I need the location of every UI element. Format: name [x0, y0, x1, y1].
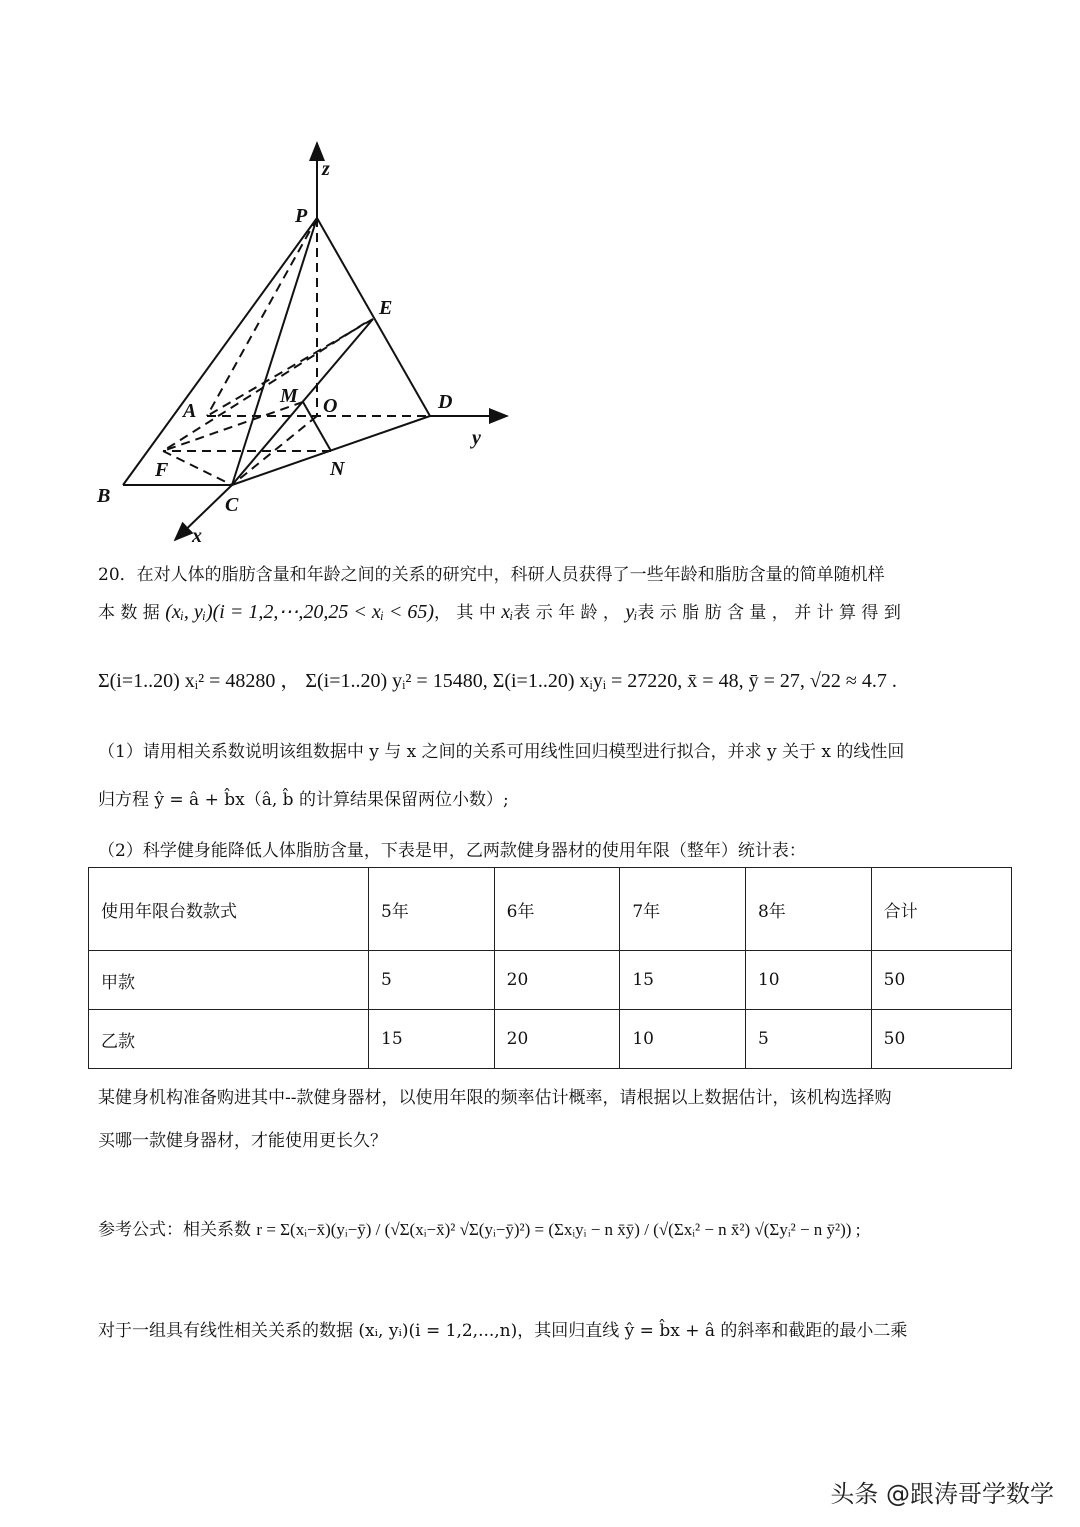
label-F: F	[155, 459, 169, 481]
cell: 10	[620, 1010, 746, 1069]
problem-line-1: 20．在对人体的脂肪含量和年龄之间的关系的研究中，科研人员获得了一些年龄和脂肪含量的简单随机样	[98, 565, 885, 585]
label-A: A	[183, 400, 197, 422]
part-1-line-1: （1）请用相关系数说明该组数据中 y 与 x 之间的关系可用线性回归模型进行拟合，并求 y 关于 x 的线性回	[98, 742, 905, 762]
given-sums: Σ(i=1..20) xᵢ² = 48280 ， Σ(i=1..20) yᵢ² = 15480, Σ(i=1..20) xᵢyᵢ = 27220, x̄ = 48, ȳ = 27, √22 ≈ 4.7 .	[98, 670, 897, 692]
label-D: D	[438, 391, 453, 413]
label-x: x	[192, 525, 202, 547]
text: ， 其 中	[434, 603, 502, 623]
math-xi: xᵢ	[501, 601, 514, 623]
text: 表 示 年 龄 ，	[513, 603, 626, 623]
cell: 10	[745, 951, 871, 1010]
label-C: C	[225, 494, 239, 516]
watermark: 头条 @跟涛哥学数学	[830, 1480, 1054, 1508]
cell: 20	[494, 1010, 620, 1069]
label-N: N	[330, 458, 345, 480]
problem-line-2	[98, 598, 901, 624]
label-B: B	[97, 485, 111, 507]
text: 本 数 据	[98, 603, 166, 623]
cell: 15	[620, 951, 746, 1010]
table-row	[89, 951, 1012, 1010]
cell: 甲款	[89, 951, 369, 1010]
regression-line: 对于一组具有线性相关关系的数据 (xᵢ, yᵢ)(i = 1,2,...,n)，其回归直线 ŷ = b̂x + â 的斜率和截距的最小二乘	[98, 1321, 908, 1341]
cell: 50	[871, 951, 1011, 1010]
header-cell: 8年	[745, 868, 871, 951]
table-header-row	[89, 868, 1012, 951]
label-O: O	[323, 395, 338, 417]
label-P: P	[295, 205, 308, 227]
label-z: z	[322, 158, 330, 180]
text: 参考公式：相关系数	[98, 1220, 251, 1240]
header-cell: 6年	[494, 868, 620, 951]
cell: 15	[369, 1010, 495, 1069]
after-table-line-1: 某健身机构准备购进其中--款健身器材，以使用年限的频率估计概率，请根据以上数据估计，该机构选择购	[98, 1088, 892, 1108]
math-yi: yᵢ	[625, 601, 638, 623]
usage-years-table	[88, 867, 1012, 1069]
cell: 5	[745, 1010, 871, 1069]
part-2-intro: （2）科学健身能降低人体脂肪含量，下表是甲，乙两款健身器材的使用年限（整年）统计表：	[98, 841, 806, 861]
correlation-formula: r = Σ(xᵢ−x̄)(yᵢ−ȳ) / (√Σ(xᵢ−x̄)² √Σ(yᵢ−ȳ)²) = (Σxᵢyᵢ − n x̄ȳ) / (√(Σxᵢ² − n x̄²) √(Σyᵢ² − n ȳ²)) ;	[256, 1220, 861, 1239]
after-table-line-2: 买哪一款健身器材，才能使用更长久？	[98, 1131, 387, 1151]
header-cell: 合计	[871, 868, 1011, 951]
label-E: E	[379, 297, 393, 319]
text: 表 示 脂 肪 含 量 ， 并 计 算 得 到	[637, 603, 901, 623]
cell: 5	[369, 951, 495, 1010]
table-row	[89, 1010, 1012, 1069]
cell: 乙款	[89, 1010, 369, 1069]
header-cell: 使用年限台数款式	[89, 868, 369, 951]
label-M: M	[280, 385, 298, 407]
cell: 50	[871, 1010, 1011, 1069]
header-cell: 7年	[620, 868, 746, 951]
part-1-line-2: 归方程 ŷ = â + b̂x（â, b̂ 的计算结果保留两位小数）;	[98, 790, 509, 810]
header-cell: 5年	[369, 868, 495, 951]
label-y: y	[472, 427, 481, 449]
pyramid-diagram	[0, 0, 1080, 560]
math-sample: (xᵢ, yᵢ)(i = 1,2,⋯,20,25 < xᵢ < 65)	[165, 601, 435, 623]
reference-formula	[98, 1215, 860, 1240]
cell: 20	[494, 951, 620, 1010]
